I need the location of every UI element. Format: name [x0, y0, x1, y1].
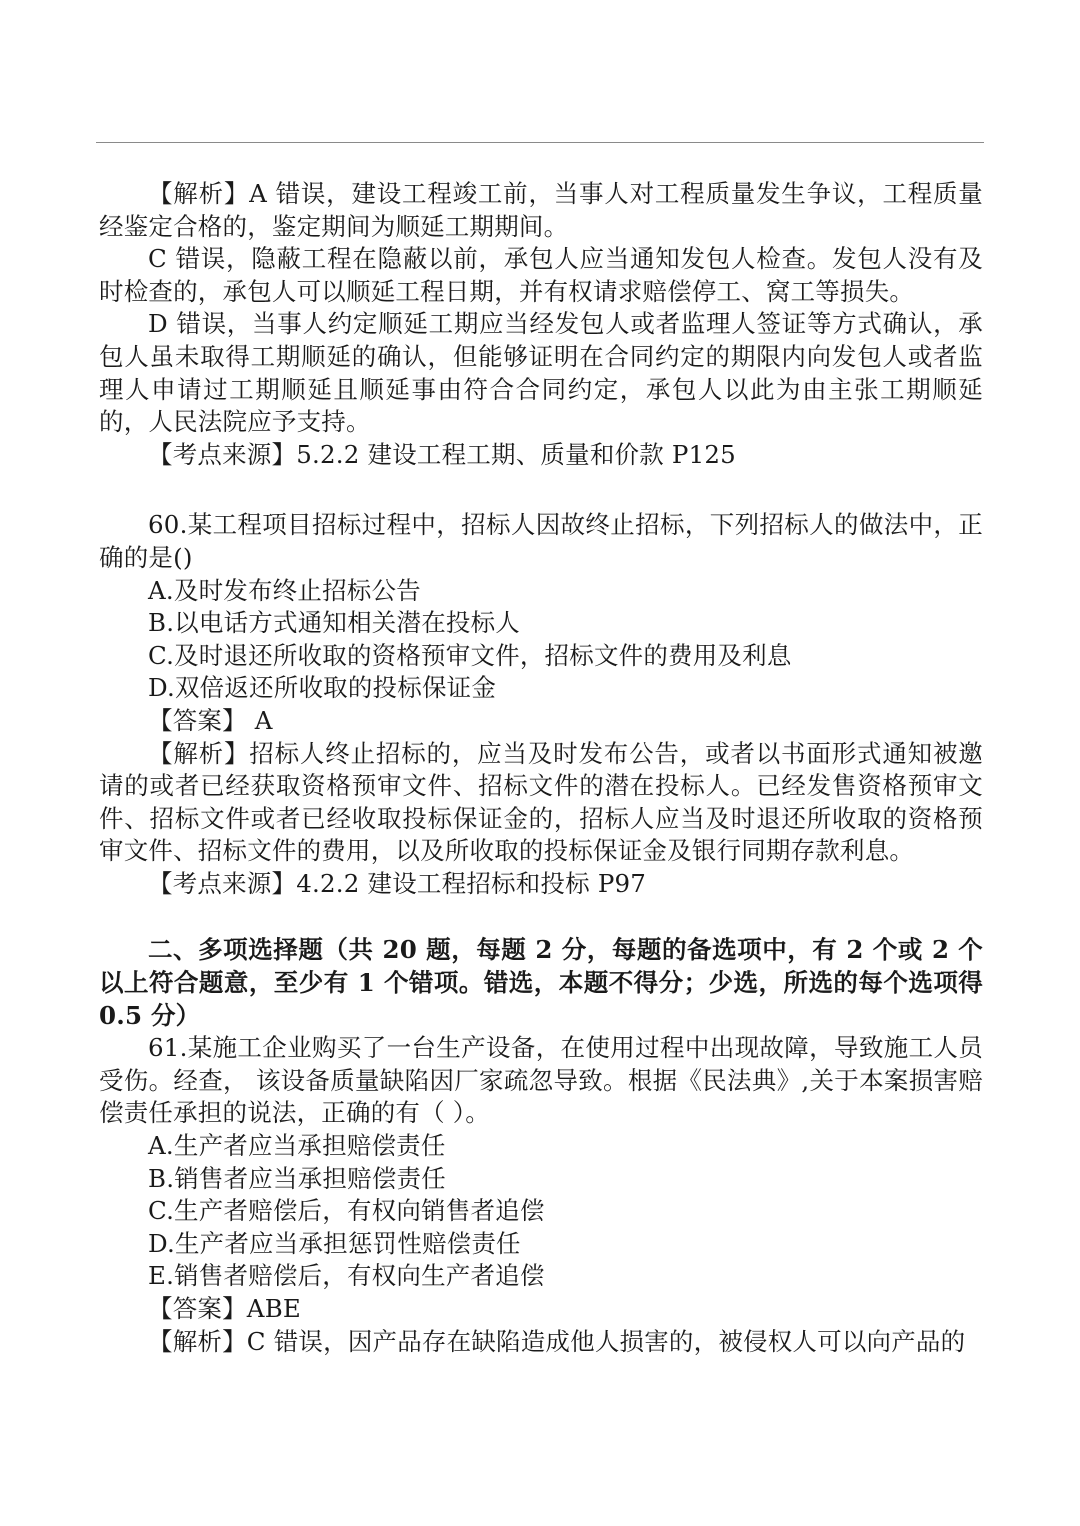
- option-b: B.销售者应当承担赔偿责任: [148, 1163, 446, 1193]
- option-d: D.双倍返还所收取的投标保证金: [148, 673, 497, 703]
- analysis-paragraph-c: C 错误，隐蔽工程在隐蔽以前，承包人应当通知发包人检查。发包人没有及时检查的，承包人可以顺延工程日期，并有权请求赔偿停工、窝工等损失。: [99, 244, 983, 306]
- q59-analysis-block: [99, 178, 983, 471]
- option-a: A.及时发布终止招标公告: [148, 575, 421, 605]
- option-a: A.生产者应当承担赔偿责任: [148, 1131, 446, 1161]
- source-reference: 【考点来源】5.2.2 建设工程工期、质量和价款 P125: [148, 439, 736, 469]
- option-b: B.以电话方式通知相关潜在投标人: [148, 608, 520, 638]
- question-stem: 60.某工程项目招标过程中，招标人因故终止招标，下列招标人的做法中，正确的是(): [99, 510, 983, 572]
- analysis-paragraph-a: 【解析】A 错误，建设工程竣工前，当事人对工程质量发生争议，工程质量经鉴定合格的，鉴定期间为顺延工期期间。: [99, 179, 983, 241]
- analysis-paragraph-d: D 错误，当事人约定顺延工期应当经发包人或者监理人签证等方式确认，承包人虽未取得工期顺延的确认，但能够证明在合同约定的期限内向发包人或者监理人申请过工期顺延且顺延事由符合合同约定，承包人以此为由主张工期顺延的，人民法院应予支持。: [99, 309, 983, 437]
- option-c: C.生产者赔偿后，有权向销售者追偿: [148, 1196, 545, 1226]
- analysis-paragraph: 【解析】C 错误，因产品存在缺陷造成他人损害的，被侵权人可以向产品的: [148, 1326, 966, 1356]
- source-reference: 【考点来源】4.2.2 建设工程招标和投标 P97: [148, 868, 647, 898]
- spacer: [99, 471, 983, 509]
- question-60: [99, 509, 983, 900]
- header-rule: [96, 142, 984, 143]
- section-heading: 二、多项选择题（共 20 题，每题 2 分，每题的备选项中，有 2 个或 2 个以上符合题意，至少有 1 个错项。错选，本题不得分；少选，所选的每个选项得 0.5 分）: [99, 935, 983, 1030]
- option-e: E.销售者赔偿后，有权向生产者追偿: [148, 1261, 545, 1291]
- section-2: [99, 934, 983, 1032]
- answer-line: 【答案】ABE: [148, 1294, 301, 1323]
- option-c: C.及时退还所收取的资格预审文件，招标文件的费用及利息: [148, 640, 792, 670]
- option-d: D.生产者应当承担惩罚性赔偿责任: [148, 1228, 521, 1258]
- answer-line: 【答案】 A: [148, 705, 273, 735]
- analysis-paragraph: 【解析】招标人终止招标的，应当及时发布公告，或者以书面形式通知被邀请的或者已经获取资格预审文件、招标文件的潜在投标人。已经发售资格预审文件、招标文件或者已经收取投标保证金的，招标人应当及时退还所收取的资格预审文件、招标文件的费用，以及所收取的投标保证金及银行同期存款利息。: [99, 738, 983, 866]
- spacer: [99, 900, 983, 934]
- question-61: [99, 1032, 983, 1358]
- question-stem: 61.某施工企业购买了一台生产设备，在使用过程中出现故障，导致施工人员受伤。经查， 该设备质量缺陷因厂家疏忽导致。根据《民法典》,关于本案损害赔偿责任承担的说法，正确的有（ ）。: [99, 1033, 983, 1128]
- document-body: [99, 178, 983, 1358]
